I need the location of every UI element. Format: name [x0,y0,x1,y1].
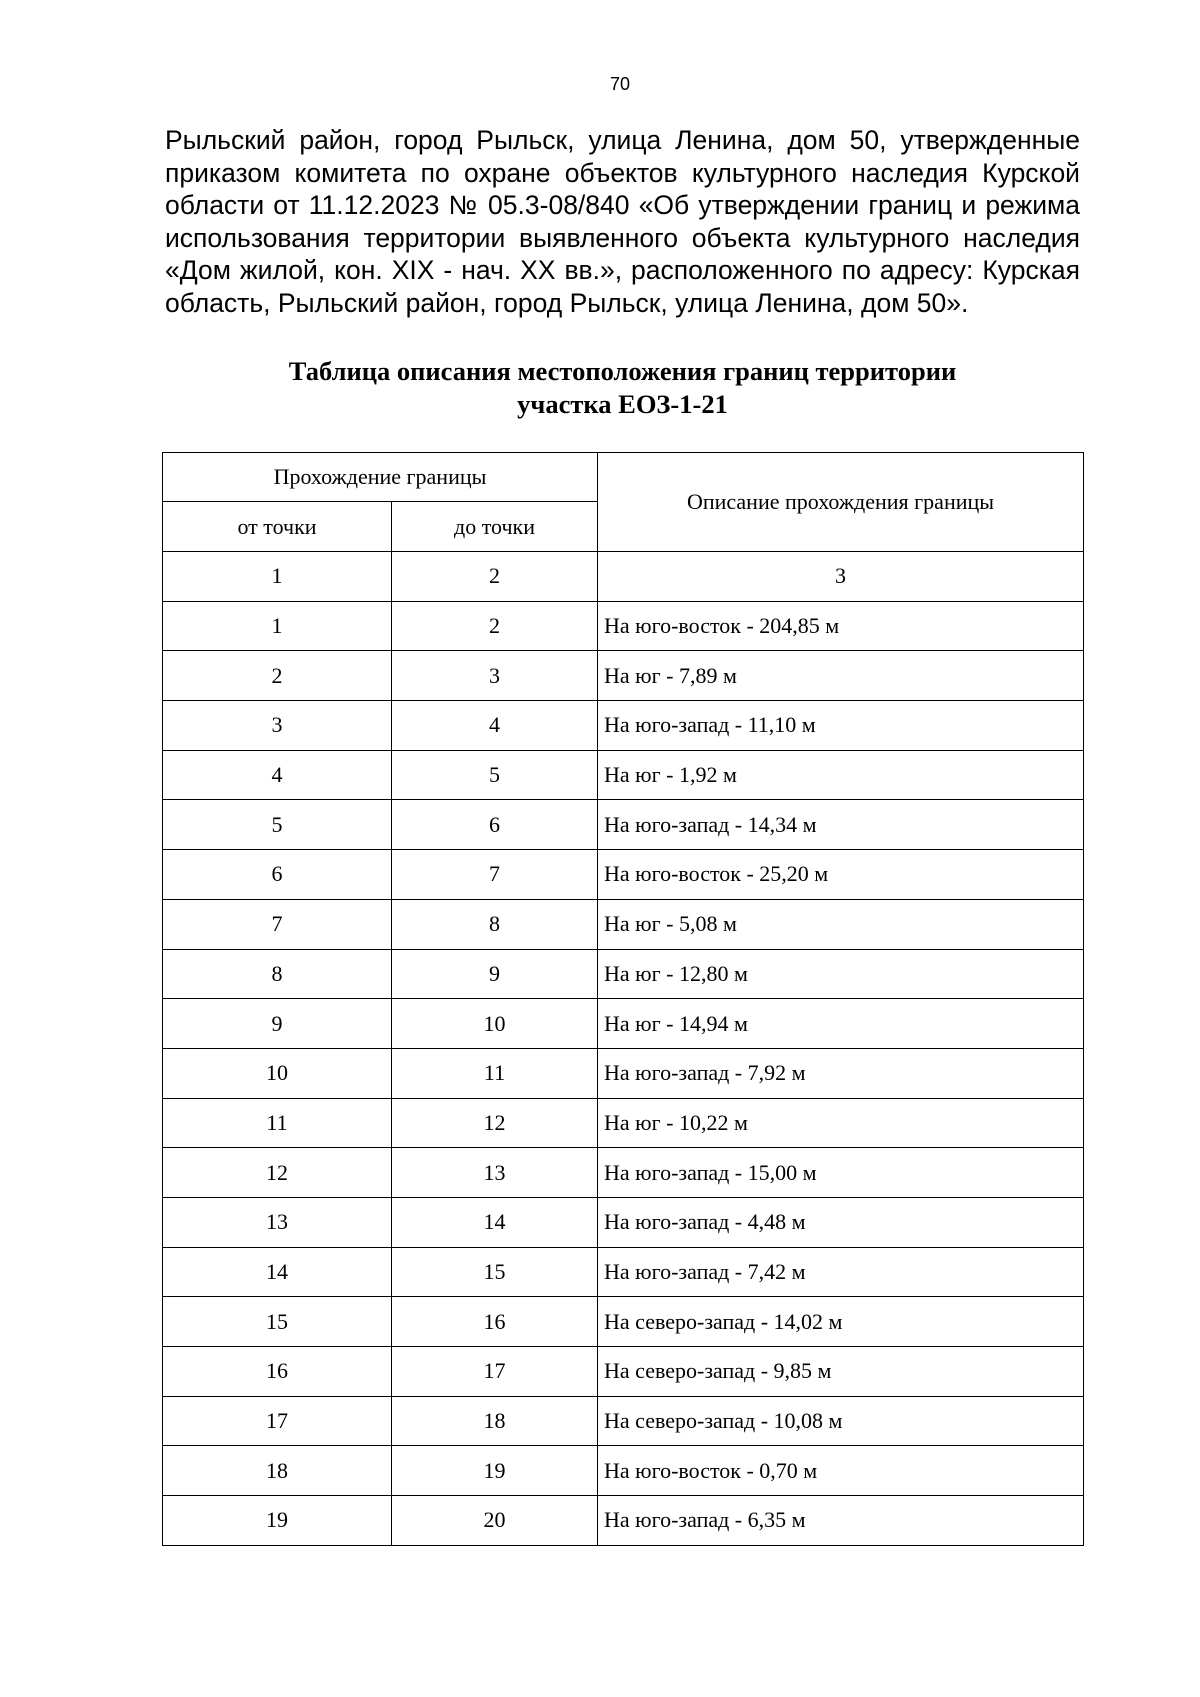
table-row [163,601,1084,651]
description-cell: На юго-запад - 6,35 м [598,1496,1084,1546]
description-cell: На юг - 7,89 м [598,651,1084,701]
table-row [163,651,1084,701]
description-cell: На юг - 14,94 м [598,999,1084,1049]
to-point-cell: 11 [392,1048,598,1098]
to-point-cell: 9 [392,949,598,999]
description-cell: На юг - 5,08 м [598,899,1084,949]
header-from-point: от точки [163,502,392,552]
table-row [163,1297,1084,1347]
to-point-cell: 8 [392,899,598,949]
description-cell: На юго-запад - 7,42 м [598,1247,1084,1297]
table-row [163,1048,1084,1098]
description-cell: На юго-запад - 15,00 м [598,1148,1084,1198]
to-point-cell: 14 [392,1197,598,1247]
to-point-cell: 15 [392,1247,598,1297]
from-point-cell: 15 [163,1297,392,1347]
to-point-cell: 18 [392,1396,598,1446]
from-point-cell: 8 [163,949,392,999]
description-cell: На юго-запад - 4,48 м [598,1197,1084,1247]
to-point-cell: 16 [392,1297,598,1347]
from-point-cell: 16 [163,1347,392,1397]
table-title [165,355,1080,421]
table-row [163,899,1084,949]
from-point-cell: 14 [163,1247,392,1297]
from-point-cell: 7 [163,899,392,949]
description-cell: На юг - 12,80 м [598,949,1084,999]
from-point-cell: 12 [163,1148,392,1198]
to-point-cell: 19 [392,1446,598,1496]
table-body [163,601,1084,1545]
from-point-cell: 2 [163,651,392,701]
table-row [163,1496,1084,1546]
from-point-cell: 19 [163,1496,392,1546]
description-cell: На юго-восток - 0,70 м [598,1446,1084,1496]
from-point-cell: 18 [163,1446,392,1496]
description-cell: На юго-запад - 11,10 м [598,701,1084,751]
table-row [163,701,1084,751]
table-title-line-2: участка ЕОЗ-1-21 [517,389,728,419]
to-point-cell: 3 [392,651,598,701]
from-point-cell: 10 [163,1048,392,1098]
intro-paragraph: Рыльский район, город Рыльск, улица Ленина, дом 50, утвержденные приказом комитета по охране объектов культурного наследия Курской области от 11.12.2023 № 05.3-08/840 «Об утверждении границ и режима использования территории выявленного объекта культурного наследия «Дом жилой, кон. XIX - нач. XX вв.», расположенного по адресу: Курская область, Рыльский район, город Рыльск, улица Ленина, дом 50». [165,125,1080,318]
table-row [163,1247,1084,1297]
table-row [163,1347,1084,1397]
to-point-cell: 20 [392,1496,598,1546]
to-point-cell: 17 [392,1347,598,1397]
table-row [163,850,1084,900]
description-cell: На юго-восток - 204,85 м [598,601,1084,651]
table-row [163,999,1084,1049]
from-point-cell: 4 [163,750,392,800]
table-row [163,1396,1084,1446]
description-cell: На юго-восток - 25,20 м [598,850,1084,900]
description-cell: На северо-запад - 10,08 м [598,1396,1084,1446]
to-point-cell: 6 [392,800,598,850]
description-cell: На северо-запад - 14,02 м [598,1297,1084,1347]
table-row [163,1446,1084,1496]
column-index-2: 2 [392,552,598,602]
header-boundary-passage: Прохождение границы [163,453,598,502]
description-cell: На юго-запад - 14,34 м [598,800,1084,850]
to-point-cell: 4 [392,701,598,751]
boundary-table [162,452,1084,1546]
table-header [163,453,1084,602]
to-point-cell: 13 [392,1148,598,1198]
table-title-line-1: Таблица описания местоположения границ территории [288,356,957,386]
from-point-cell: 9 [163,999,392,1049]
to-point-cell: 10 [392,999,598,1049]
table-row [163,1098,1084,1148]
table-row [163,1197,1084,1247]
description-cell: На юг - 10,22 м [598,1098,1084,1148]
to-point-cell: 12 [392,1098,598,1148]
description-cell: На северо-запад - 9,85 м [598,1347,1084,1397]
from-point-cell: 5 [163,800,392,850]
from-point-cell: 1 [163,601,392,651]
table-row [163,800,1084,850]
column-index-1: 1 [163,552,392,602]
to-point-cell: 7 [392,850,598,900]
from-point-cell: 6 [163,850,392,900]
table-row [163,1148,1084,1198]
from-point-cell: 13 [163,1197,392,1247]
page-number: 70 [609,74,631,94]
table-row [163,750,1084,800]
header-description: Описание прохождения границы [598,453,1084,552]
from-point-cell: 3 [163,701,392,751]
from-point-cell: 17 [163,1396,392,1446]
to-point-cell: 5 [392,750,598,800]
description-cell: На юг - 1,92 м [598,750,1084,800]
from-point-cell: 11 [163,1098,392,1148]
to-point-cell: 2 [392,601,598,651]
header-to-point: до точки [392,502,598,552]
description-cell: На юго-запад - 7,92 м [598,1048,1084,1098]
table-row [163,949,1084,999]
column-index-3: 3 [598,552,1084,602]
